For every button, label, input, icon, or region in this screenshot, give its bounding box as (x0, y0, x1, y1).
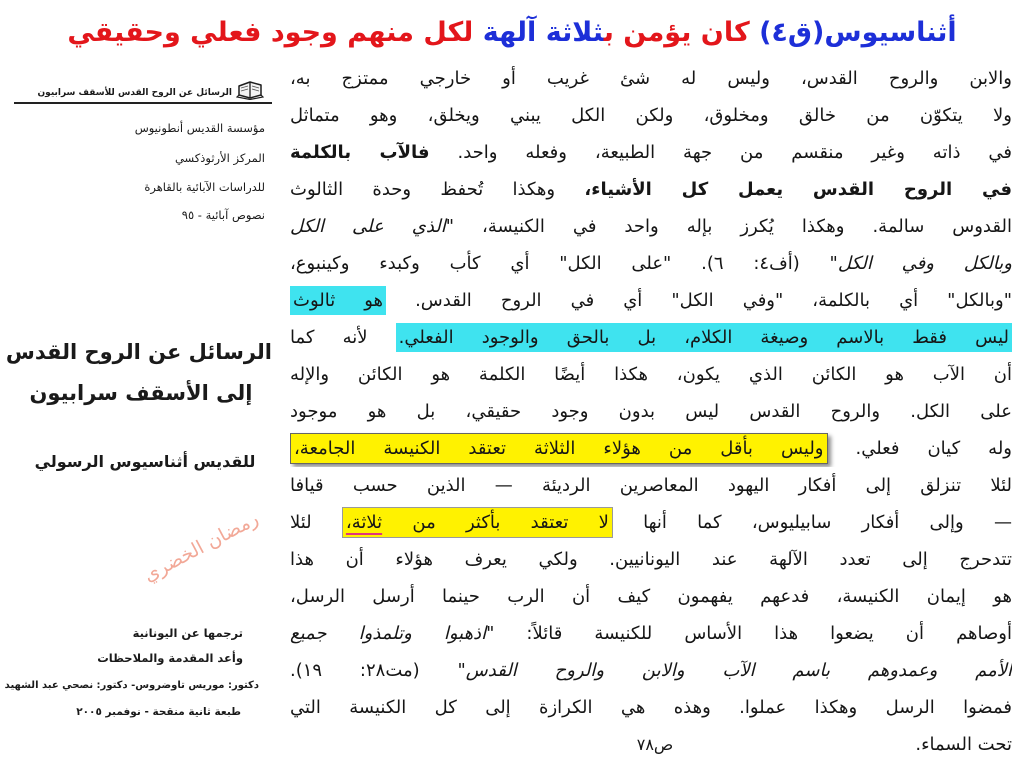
book-title: الرسائل عن الروح القدس (5, 340, 272, 364)
line-text: وهكذا تُحفظ وحدة الثالوث (290, 179, 585, 200)
text-line (290, 171, 1012, 208)
series-number: نصوص آبائية - ٩٥ (181, 208, 265, 222)
yellow-highlight: وليس بأقل من هؤلاء الثلاثة تعتقد الكنيسة الجامعة، (290, 433, 828, 464)
cover-header-text: الرسائل عن الروح القدس للأسقف سرابيون (37, 88, 232, 98)
book-subtitle: إلى الأسقف سرابيون (29, 381, 253, 405)
cyan-highlight: هو ثالوث (290, 286, 386, 315)
text-line (290, 615, 1012, 652)
document-body (290, 60, 1012, 763)
translators: دكتور: موريس تاوضروس- دكتور: نصحي عبد الشهيد (4, 680, 259, 691)
underlined-word: ثلاثة، (345, 512, 383, 533)
text-line (290, 282, 1012, 319)
text-line (290, 97, 1012, 134)
cyan-highlight: ليس فقط بالاسم وصيغة الكلام، بل بالحق والوجود الفعلي. (396, 323, 1012, 352)
scripture-quote: "الذي على الكل (290, 216, 455, 237)
header-divider (14, 102, 272, 104)
line-text: لئلا (290, 512, 342, 533)
text-line (290, 245, 1012, 282)
line-text: (مت٢٨: ١٩). (290, 660, 458, 681)
credit-line: وأعد المقدمة والملاحظات (97, 651, 243, 665)
text-line (290, 356, 1012, 393)
line-text: (أف٤: ٦). "على الكل" أي كأب وكبدء وكينبوع، (290, 253, 830, 274)
publisher-line: المركز الأرثوذكسي (174, 151, 265, 165)
book-cover-panel (0, 0, 285, 773)
scripture-quote: الأمم وعمدوهم باسم الآب والابن والروح القدس" (457, 660, 1012, 681)
highlight-text: لا تعتقد بأكثر من (382, 512, 609, 533)
line-text: في ذاته وغير منقسم من جهة الطبيعة، وفعله واحد. (429, 142, 1012, 163)
text-line (290, 541, 1012, 578)
line-text: والابن والروح القدس، وليس له شئ غريب أو خارجي ممتزج به، (290, 68, 1012, 89)
title-emphasis: ثلاثة آلهة (482, 17, 604, 48)
line-text: تحت السماء. (915, 734, 1012, 755)
text-line (290, 467, 1012, 504)
title-part: لكل منهم وجود فعلي وحقيقي (67, 17, 483, 48)
line-text: القدوس سالمة. وهكذا يُكرز بإله واحد في الكنيسة، (454, 216, 1012, 237)
page-number: ص٧٨ (636, 735, 674, 754)
line-text: أوصاهم أن يضعوا هذا الأساس للكنيسة قائلاً: (494, 623, 1012, 644)
text-line (290, 393, 1012, 430)
line-text: — وإلى أفكار سابيليوس، كما أنها (612, 512, 1012, 533)
title-part: كان يؤمن ب (603, 17, 760, 48)
publisher-line: للدراسات الآبائية بالقاهرة (144, 180, 265, 194)
bold-phrase: فالآب بالكلمة (290, 142, 430, 163)
line-text: لأنه كما (290, 327, 396, 348)
text-line (290, 430, 1012, 467)
line-text: تتدحرج إلى تعدد الآلهة عند اليونانيين. ولكي يعرف هؤلاء أن هذا (290, 549, 1012, 570)
line-text: وله كيان فعلي. (827, 438, 1012, 459)
text-line (290, 319, 1012, 356)
line-text: فمضوا الرسل وهكذا عملوا. وهذه هي الكرازة إلى كل الكنيسة التي (290, 697, 1012, 718)
bold-phrase: في الروح القدس يعمل كل الأشياء، (584, 179, 1012, 200)
watermark: رمضان الخضري (139, 507, 263, 587)
scripture-quote: "اذهبوا وتلمذوا جميع (290, 623, 495, 644)
text-line (290, 689, 1012, 726)
edition-line: طبعة ثانية منقحة - نوفمبر ٢٠٠٥ (76, 706, 241, 718)
line-text: "وبالكل" أي بالكلمة، "وفي الكل" أي في الروح القدس. (386, 290, 1012, 311)
line-text: أن الآب هو الكائن الذي يكون، هكذا أيضًا الكلمة هو الكائن والإله (290, 364, 1012, 385)
book-author: للقديس أثناسيوس الرسولي (34, 452, 256, 471)
text-line (290, 504, 1012, 541)
yellow-highlight (342, 507, 613, 538)
line-text: هو إيمان الكنيسة، فدعهم يفهمون كيف أن الرب حينما أرسل الرسل، (290, 586, 1012, 607)
text-line (290, 134, 1012, 171)
text-line (290, 578, 1012, 615)
publisher-line: مؤسسة القديس أنطونيوس (134, 121, 265, 135)
text-line (290, 652, 1012, 689)
line-text: لئلا تنزلق إلى أفكار اليهود المعاصرين الرديئة — الذين حسب قيافا (290, 475, 1012, 496)
credit-line: ترجمها عن اليونانية (132, 626, 243, 640)
scripture-quote: وبالكل وفي الكل" (829, 253, 1012, 274)
line-text: على الكل. والروح القدس ليس بدون وجود حقيقي، بل هو موجود (290, 401, 1012, 422)
line-text: ولا يتكوّن من خالق ومخلوق، ولكن الكل يبني ويخلق، وهو متماثل (290, 105, 1012, 126)
text-line (290, 60, 1012, 97)
book-icon (236, 78, 264, 100)
text-line (290, 208, 1012, 245)
title-subject: أثناسيوس(ق٤) (759, 17, 957, 48)
